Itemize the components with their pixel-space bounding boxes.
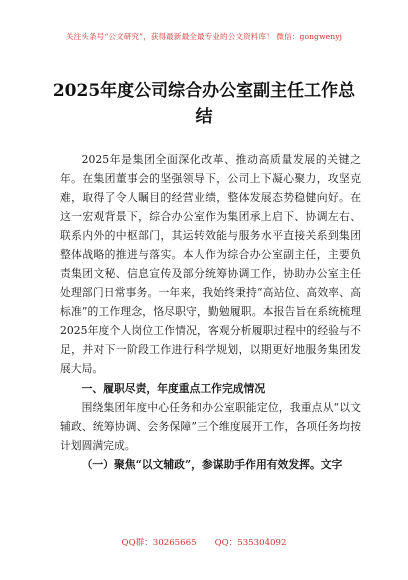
- section1-intro-paragraph: 围绕集团年度中心任务和办公室职能定位，我重点从“以文辅政、统筹协调、会务保障”三个维度展开工作，各项任务均按计划圆满完成。: [60, 401, 361, 452]
- header-promo-note: 关注头条号“公文研究”，获得最新最全最专业的公文资料库！ 微信：gongwenyj: [65, 32, 343, 41]
- footer-qq-group: QQ群：30265665: [121, 538, 197, 548]
- footer-contact: [0, 536, 408, 548]
- subsection-heading-1: （一）聚焦“以文辅政”，参谋助手作用有效发挥。文字: [81, 458, 343, 471]
- document-body: [60, 150, 361, 474]
- section-heading-1: 一、履职尽责，年度重点工作完成情况: [81, 382, 266, 395]
- footer-qq-number: QQ：535304092: [214, 538, 287, 548]
- document-title: 2025年度公司综合办公室副主任工作总结: [52, 81, 356, 127]
- intro-paragraph: 2025年是集团全面深化改革、推动高质量发展的关键之年。在集团董事会的坚强领导下，公司上下凝心聚力，攻坚克难，取得了令人瞩目的经营业绩，整体发展态势稳健向好。在这一宏观背景下，综合办公室作为集团承上启下、协调左右、联系内外的中枢部门，其运转效能与服务水平直接关系到集团整体战略的推进与落实。本人作为综合办公室副主任，主要负责集团文秘、信息宣传及部分统筹协调工作，协助办公室主任处理部门日常事务。一年来，我始终秉持“高站位、高效率、高标准”的工作理念，恪尽职守，勤勉履职。本报告旨在系统梳理2025年度个人岗位工作情况，客观分析履职过程中的经验与不足，并对下一阶段工作进行科学规划，以期更好地服务集团发展大局。: [60, 153, 361, 375]
